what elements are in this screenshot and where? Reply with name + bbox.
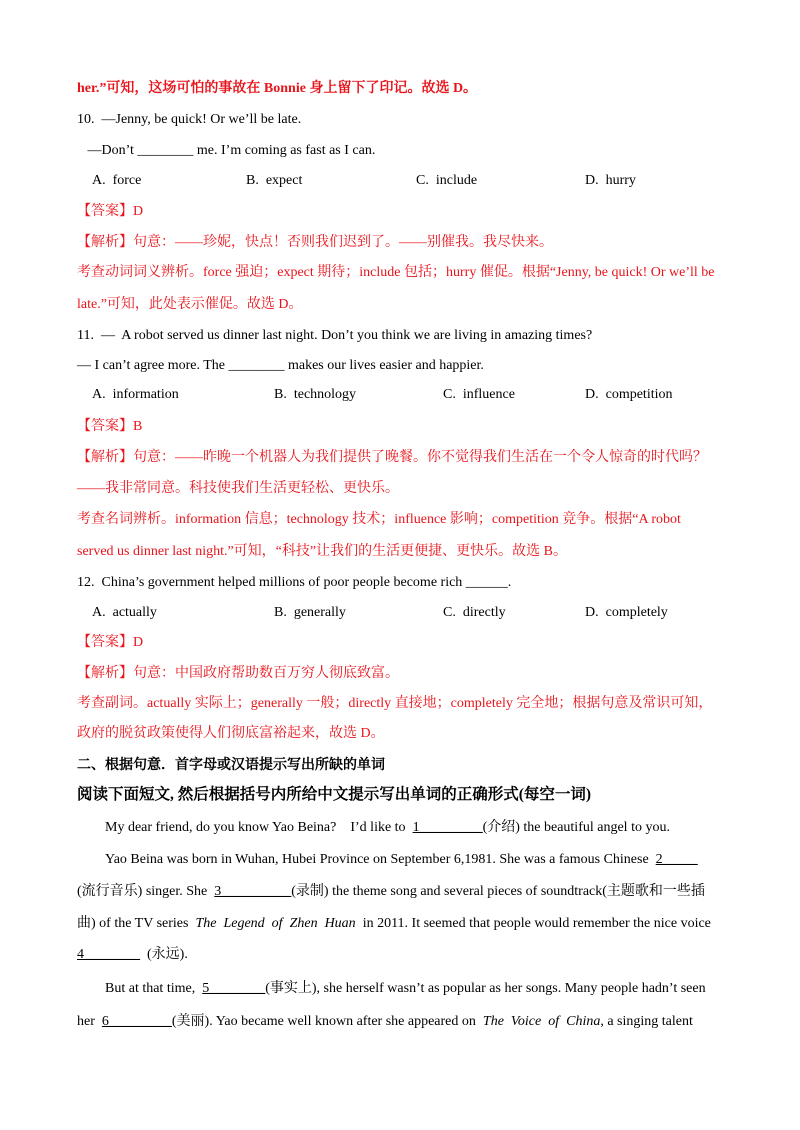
q11-option-c: C. influence — [443, 387, 515, 402]
q12-analysis-2: 考查副词。actually 实际上；generally 一般；directly 直接地；completely 完全地；根据句意及常识可知， — [77, 696, 713, 711]
section-subheading: 阅读下面短文, 然后根据括号内所给中文提示写出单词的正确形式(每空一词) — [77, 786, 592, 803]
passage-text: But at that time, — [105, 981, 203, 996]
q12-analysis-3: 政府的脱贫政策使得人们彻底富裕起来，故选 D。 — [77, 726, 385, 741]
passage-text: (录制) the theme song and several pieces of soundtrack(主题歌和一些插 — [291, 884, 705, 899]
q10-option-b: B. expect — [246, 173, 303, 188]
q10-answer: 【答案】D — [77, 204, 144, 219]
q10-analysis-2: 考查动词词义辨析。force 强迫；expect 期待；include 包括；hurry 催促。根据“Jenny, be quick! Or we’ll be — [77, 265, 715, 280]
passage-text: in 2011. It seemed that people would remember the nice voice — [355, 916, 711, 931]
passage-text: My dear friend, do you know Yao Beina? I’d like to — [105, 820, 413, 835]
q9-analysis-tail: her.”可知，这场可怕的事故在 Bonnie 身上留下了印记。故选 D。 — [77, 81, 478, 96]
passage-line-3 — [77, 883, 705, 901]
q10-stem: 10. —Jenny, be quick! Or we’ll be late. — [77, 112, 302, 127]
passage-line-5 — [77, 946, 188, 964]
q10-analysis-3: late.”可知，此处表示催促。故选 D。 — [77, 297, 303, 312]
q11-analysis-3: served us dinner last night.”可知，“科技”让我们的生活更便捷、更快乐。故选 B。 — [77, 544, 567, 559]
blank-4: 4________ — [77, 947, 140, 962]
passage-line-7 — [77, 1013, 693, 1031]
q12-option-c: C. directly — [443, 605, 506, 620]
passage-text: her — [77, 1014, 102, 1029]
blank-5: 5________ — [202, 981, 266, 996]
q11-analysis-1: 【解析】句意：——昨晚一个机器人为我们提供了晚餐。你不觉得我们生活在一个令人惊奇的时代吗？ — [77, 450, 707, 465]
passage-text: , a singing talent — [600, 1014, 693, 1029]
q12-stem: 12. China’s government helped millions of poor people become rich ______. — [77, 575, 512, 590]
q10-stem-reply: —Don’t ________ me. I’m coming as fast as I can. — [77, 143, 376, 158]
q11-option-a: A. information — [92, 387, 179, 402]
q12-option-a: A. actually — [92, 605, 157, 620]
q10-option-c: C. include — [416, 173, 478, 188]
q12-option-d: D. completely — [585, 605, 668, 620]
passage-line-2 — [105, 851, 698, 869]
blank-1: 1_________ — [412, 820, 483, 835]
show-title: The Voice of China — [482, 1014, 601, 1029]
q11-analysis-1b: ——我非常同意。科技使我们生活更轻松、更快乐。 — [77, 481, 399, 496]
passage-text: (永远). — [140, 947, 188, 962]
blank-3: 3__________ — [214, 884, 292, 899]
q10-analysis-1: 【解析】句意：——珍妮，快点！否则我们迟到了。——别催我。我尽快来。 — [77, 235, 553, 250]
passage-line-1 — [105, 819, 670, 837]
passage-text: (美丽). Yao became well known after she appeared on — [171, 1014, 483, 1029]
tv-series-title: The Legend of Zhen Huan — [195, 916, 356, 931]
q11-option-b: B. technology — [274, 387, 357, 402]
q12-option-b: B. generally — [274, 605, 346, 620]
q11-analysis-2: 考查名词辨析。information 信息；technology 技术；influence 影响；competition 竞争。根据“A robot — [77, 512, 681, 527]
q11-answer: 【答案】B — [77, 419, 143, 434]
passage-text: Yao Beina was born in Wuhan, Hubei Province on September 6,1981. She was a famous Chinese — [105, 852, 656, 867]
passage-line-6 — [105, 980, 706, 998]
passage-text: (介绍) the beautiful angel to you. — [482, 820, 670, 835]
section-heading: 二、根据句意．首字母或汉语提示写出所缺的单词 — [77, 758, 385, 773]
q11-stem-reply: — I can’t agree more. The ________ makes our lives easier and happier. — [77, 358, 484, 373]
q10-option-a: A. force — [92, 173, 142, 188]
q11-option-d: D. competition — [585, 387, 673, 402]
passage-text: 曲) of the TV series — [77, 916, 196, 931]
q12-analysis-1: 【解析】句意：中国政府帮助数百万穷人彻底致富。 — [77, 666, 399, 681]
blank-2: 2_____ — [655, 852, 698, 867]
passage-text: (流行音乐) singer. She — [77, 884, 215, 899]
q12-answer: 【答案】D — [77, 635, 144, 650]
blank-6: 6_________ — [101, 1014, 172, 1029]
q11-stem: 11. — A robot served us dinner last night. Don’t you think we are living in amazing times? — [77, 328, 593, 343]
q10-option-d: D. hurry — [585, 173, 636, 188]
passage-line-4 — [77, 915, 711, 933]
passage-text: (事实上), she herself wasn’t as popular as her songs. Many people hadn’t seen — [265, 981, 706, 996]
